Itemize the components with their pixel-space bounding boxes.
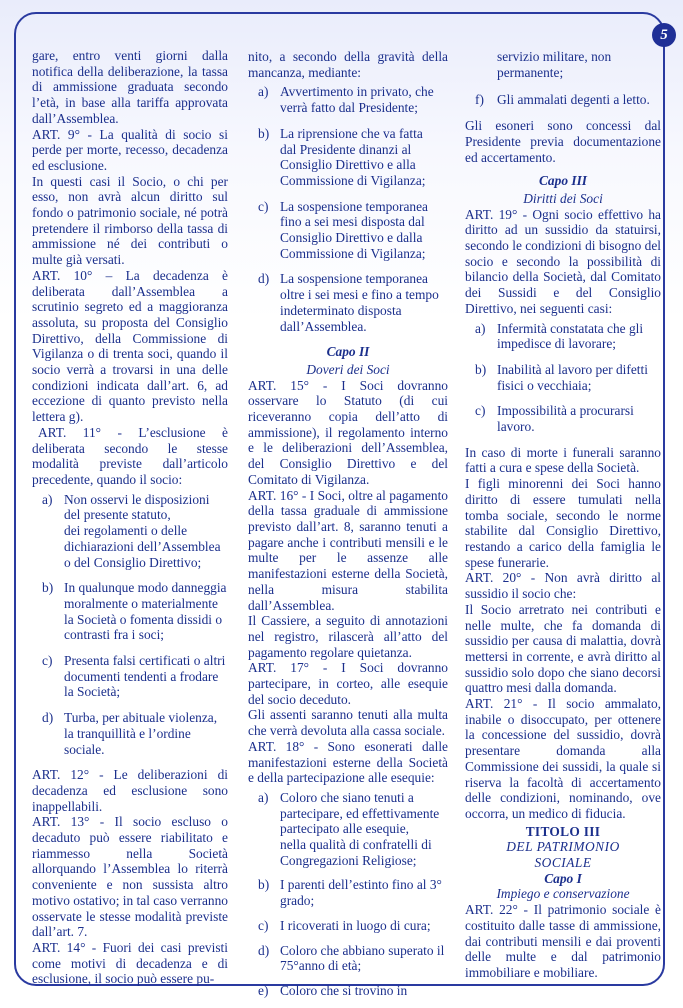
list-item [248, 126, 448, 189]
exemption-list [248, 790, 448, 999]
paragraph: In questi casi il Socio, o chi per esso, non avrà alcun diritto sul fondo o patrimonio sociale, né potrà pretendere il rimborso della tassa di ammissione né dei contributi o multe già versati. [32, 173, 228, 268]
list-text: La sospensione temporanea oltre i sei mesi e fino a tempo indeterminato disposta dall’Assemblea. [280, 271, 439, 334]
list-text: Turba, per abituale violenza, la tranquillità e l’ordine sociale. [64, 710, 218, 757]
penalty-list [248, 84, 448, 334]
text-column-2 [248, 49, 448, 1008]
list-text: Non osservi le disposizioni del presente statuto, dei regolamenti o delle dichiarazioni dell’Assemblea o del Consiglio Direttivo; [64, 491, 221, 570]
list-marker: a) [475, 320, 486, 336]
list-text: Avvertimento in privato, che verrà fatto dal Presidente; [280, 84, 434, 116]
list-marker: b) [258, 125, 270, 141]
list-item [248, 943, 448, 974]
title-subheading: DEL PATRIMONIO [506, 839, 620, 855]
article-19: ART. 19° - Ogni socio effettivo ha diritto ad un sussidio da statuirsi, secondo le condizioni di bisogno del socio e secondo la possibilità di bilancio della Società, dal Comitato dei Sussidi e del Consiglio Direttivo, nei seguenti casi: [465, 206, 661, 316]
list-text: Presenta falsi certificati o altri documenti tendenti a frodare la Società; [64, 653, 226, 700]
article-18: ART. 18° - Sono esonerati dalle manifestazioni esterne della Società e della partecipazione alle esequie: [248, 738, 448, 786]
paragraph: Il Cassiere, a seguito di annotazioni nel registro, rilascerà all’atto del pagamento regolare quietanza. [248, 613, 448, 660]
section-heading: Capo III [539, 173, 587, 189]
article-15: ART. 15° - I Soci dovranno osservare lo Statuto (di cui riceveranno copia dell’atto di ammissione), il regolamento interno e le deliberazioni dell’Assemblea, del Consiglio Direttivo e del Comitato di Vigilanza. [248, 377, 448, 487]
paragraph: nito, a secondo della gravità della mancanza, mediante: [248, 49, 448, 80]
list-marker: c) [258, 198, 269, 214]
exemption-list-continued [465, 92, 661, 108]
list-item [465, 362, 661, 393]
list-item [248, 84, 448, 115]
list-text: La riprensione che va fatta dal Presidente dinanzi al Consiglio Direttivo e alla Commissione di Vigilanza; [280, 125, 426, 188]
exclusion-list [32, 492, 228, 758]
article-22: ART. 22° - Il patrimonio sociale è costituito dalle tasse di ammissione, dai contributi mensili e dai proventi delle multe e dal patrimonio immobiliare e mobiliare. [465, 902, 661, 980]
list-text: I parenti dell’estinto fino al 3° grado; [280, 877, 442, 909]
list-marker: b) [42, 580, 54, 596]
list-item [465, 321, 661, 352]
paragraph: Gli esoneri sono concessi dal Presidente previa documentazione ed accertamento. [465, 118, 661, 165]
list-text: Inabilità al lavoro per difetti fisici o vecchiaia; [497, 361, 648, 393]
list-marker: e) [258, 982, 269, 998]
paragraph: I figli minorenni dei Soci hanno diritto di essere tumulati nella tomba sociale, secondo le norme stabilite dal Consiglio Direttivo, restando a carico della famiglia le spese funerarie. [465, 476, 661, 570]
list-item-continuation [465, 49, 661, 80]
list-marker: d) [258, 942, 270, 958]
list-text: I ricoverati in luogo di cura; [280, 917, 431, 933]
title-heading: TITOLO III [525, 823, 601, 839]
list-item [32, 710, 228, 757]
article-14: ART. 14° - Fuori dei casi previsti come motivi di decadenza e di esclusione, il socio può essere pu- [32, 939, 228, 987]
article-20: ART. 20° - Non avrà diritto al sussidio il socio che: [465, 570, 661, 602]
list-marker: a) [258, 789, 269, 805]
list-text: Gli ammalati degenti a letto. [497, 92, 650, 108]
list-marker: b) [475, 361, 487, 377]
article-11: ART. 11° - L’esclusione è deliberata secondo le stesse modalità previste dall’articolo precedente, quando il socio: [32, 424, 228, 487]
list-marker: c) [475, 403, 486, 419]
list-text: Impossibilità a procurarsi lavoro. [497, 403, 634, 435]
subsidy-cases-list [465, 321, 661, 435]
list-text: servizio militare, non permanente; [497, 49, 612, 80]
section-subheading: Doveri dei Soci [306, 361, 390, 377]
text-column-1 [32, 48, 228, 987]
list-item [465, 403, 661, 434]
list-item [32, 653, 228, 700]
list-item [248, 983, 448, 999]
section-heading: Capo II [326, 344, 370, 360]
list-item [32, 492, 228, 571]
section-heading: Capo I [544, 870, 582, 886]
title-subheading: SOCIALE [534, 855, 592, 871]
list-marker: a) [258, 84, 269, 100]
article-10: ART. 10° – La decadenza è deliberata dall’Assemblea a scrutinio segreto ed a maggioranza assoluta, su proposta del Consiglio Direttivo, della Commissione di Vigilanza o di trenta soci, quando il socio verrà a trovarsi in una delle condizioni indicata dall’art. 6, ad eccezione di quanto previsto nella lettera g). [32, 267, 228, 425]
article-9: ART. 9° - La qualità di socio si perde per morte, recesso, decadenza ed esclusione. [32, 126, 228, 173]
paragraph: In caso di morte i funerali saranno fatti a cura e spese della Società. [465, 444, 661, 476]
list-item [248, 918, 448, 934]
list-marker: f) [475, 92, 484, 108]
list-text: Coloro che si trovino in [280, 982, 408, 998]
paragraph: gare, entro venti giorni dalla notifica della deliberazione, la tassa di ammissione graduata secondo l’età, in base alla tariffa approvata dall’Assemblea. [32, 48, 228, 126]
list-item [248, 790, 448, 869]
list-marker: c) [258, 917, 269, 933]
list-item [248, 271, 448, 334]
article-16: ART. 16° - I Soci, oltre al pagamento della tassa graduale di ammissione previsto dall’art. 8, saranno tenuti a pagare anche i contributi mensili e le multe per le assenze alle manifestazioni esterne della Società, nella misura stabilita dall’Assemblea. [248, 487, 448, 613]
paragraph: Il Socio arretrato nei contributi e nelle multe, che fa domanda di sussidio per causa di malattia, dovrà mettersi in corrente, e avrà diritto al sussidio solo dopo che siano decorsi quattro mesi dalla domanda. [465, 601, 661, 696]
section-subheading: Diritti dei Soci [523, 190, 603, 206]
list-marker: c) [42, 653, 53, 669]
article-17: ART. 17° - I Soci dovranno partecipare, in corteo, alle esequie del socio deceduto. [248, 660, 448, 707]
article-21: ART. 21° - Il socio ammalato, inabile o disoccupato, per ottenere la concessione del sussidio, dovrà presentare domanda alla Commissione dei sussidi, la quale si riserva la facoltà di accertamento delle condizioni, nominando, ove occorra, un medico di fiducia. [465, 696, 661, 821]
list-text: In qualunque modo danneggia moralmente o materialmente la Società o fomenta dissidi o contrasti fra i soci; [64, 580, 227, 643]
list-item [248, 877, 448, 908]
list-item [248, 199, 448, 262]
list-text: Coloro che siano tenuti a partecipare, ed effettivamente partecipato alle esequie, nella qualità di confratelli di Congregazioni Religiose; [280, 789, 440, 868]
list-marker: d) [258, 271, 270, 287]
list-text: Infermità constatata che gli impedisce di lavorare; [497, 320, 644, 352]
list-item [32, 580, 228, 643]
list-text: Coloro che abbiano superato il 75°anno di età; [280, 942, 445, 974]
section-subheading: Impiego e conservazione [496, 886, 630, 902]
list-marker: a) [42, 491, 53, 507]
list-text: La sospensione temporanea fino a sei mesi disposta dal Consiglio Direttivo e dalla Commissione di Vigilanza; [280, 198, 428, 261]
paragraph: Gli assenti saranno tenuti alla multa che verrà devoluta alla cassa sociale. [248, 707, 448, 739]
page-number-badge: 5 [652, 23, 676, 47]
list-marker: b) [258, 877, 270, 893]
list-item [465, 92, 661, 108]
text-column-3 [465, 49, 661, 981]
article-12: ART. 12° - Le deliberazioni di decadenza ed esclusione sono inappellabili. [32, 767, 228, 814]
list-marker: d) [42, 710, 54, 726]
article-13: ART. 13° - Il socio escluso o decaduto può essere riabilitato e riammesso nella Società allorquando l’Assemblea lo riterrà conveniente e non sussista altro motivo ostativo; in tal caso verranno osservate le stesse modalità previste dall’art. 7. [32, 814, 228, 940]
